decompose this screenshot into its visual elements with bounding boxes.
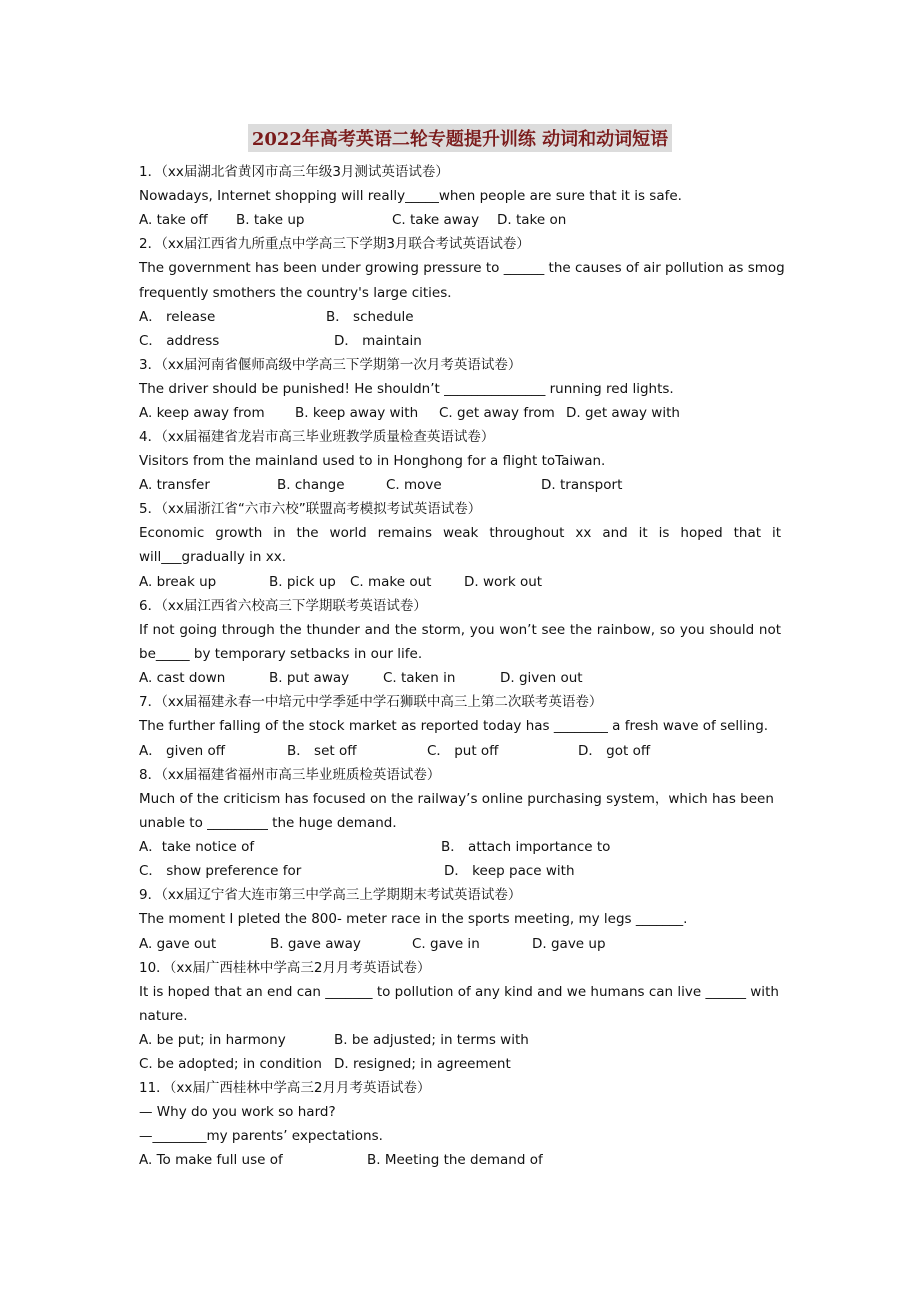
question-stem: The further falling of the stock market as reported today has ________ a fresh wave of selling. bbox=[139, 718, 769, 734]
option-d: D. transport bbox=[541, 477, 623, 493]
option-c: C． show preference for bbox=[139, 863, 302, 879]
question-source: 1．（xx届湖北省黄冈市高三年级3月测试英语试卷） bbox=[139, 164, 449, 180]
question-source: 4．（xx届福建省龙岩市高三毕业班教学质量检查英语试卷） bbox=[139, 429, 495, 445]
option-a: A. transfer bbox=[139, 477, 210, 493]
option-d: D. work out bbox=[464, 574, 543, 590]
option-d: D． got off bbox=[578, 743, 651, 759]
question-stem: be_____ by temporary setbacks in our life. bbox=[139, 646, 423, 662]
question-source: 2．（xx届江西省九所重点中学高三下学期3月联合考试英语试卷） bbox=[139, 236, 530, 252]
option-a: A. gave out bbox=[139, 936, 217, 952]
question-stem: —________my parents’ expectations. bbox=[139, 1128, 383, 1144]
option-b: B. Meeting the demand of bbox=[367, 1152, 543, 1168]
option-b: B. change bbox=[277, 477, 345, 493]
question-stem: — Why do you work so hard? bbox=[139, 1104, 336, 1120]
question-stem: The driver should be punished! He shouldn’t _______________ running red lights. bbox=[139, 381, 674, 397]
option-c: C. be adopted; in condition bbox=[139, 1056, 322, 1072]
question-source: 9．（xx届辽宁省大连市第三中学高三上学期期末考试英语试卷） bbox=[139, 887, 522, 903]
option-a: A． given off bbox=[139, 743, 226, 759]
option-b: B. be adjusted; in terms with bbox=[334, 1032, 529, 1048]
option-c: C． address bbox=[139, 333, 220, 349]
option-d: D. take on bbox=[497, 212, 567, 228]
option-a: A. break up bbox=[139, 574, 217, 590]
question-stem: Visitors from the mainland used to in Honghong for a flight toTaiwan. bbox=[139, 453, 606, 469]
option-a: A. To make full use of bbox=[139, 1152, 283, 1168]
option-c: C. move bbox=[386, 477, 442, 493]
question-stem: It is hoped that an end can _______ to pollution of any kind and we humans can live ______ with bbox=[139, 984, 779, 1000]
option-a: A. take off bbox=[139, 212, 208, 228]
option-d: D. resigned; in agreement bbox=[334, 1056, 511, 1072]
question-stem: will___gradually in xx. bbox=[139, 549, 286, 565]
question-source: 5．（xx届浙江省“六市六校”联盟高考模拟考试英语试卷） bbox=[139, 501, 482, 517]
option-c: C. taken in bbox=[383, 670, 456, 686]
option-b: B． set off bbox=[287, 743, 357, 759]
option-d: D. get away with bbox=[566, 405, 680, 421]
option-a: A. be put; in harmony bbox=[139, 1032, 286, 1048]
option-d: D. gave up bbox=[532, 936, 606, 952]
option-d: D. given out bbox=[500, 670, 583, 686]
question-stem: Nowadays, Internet shopping will really_____when people are sure that it is safe. bbox=[139, 188, 682, 204]
question-source: 11．（xx届广西桂林中学高三2月月考英语试卷） bbox=[139, 1080, 431, 1096]
question-source: 7．（xx届福建永春一中培元中学季延中学石狮联中高三上第二次联考英语卷） bbox=[139, 694, 603, 710]
option-d: D． keep pace with bbox=[444, 863, 575, 879]
option-a: A. keep away from bbox=[139, 405, 265, 421]
question-source: 10．（xx届广西桂林中学高三2月月考英语试卷） bbox=[139, 960, 431, 976]
option-c: C. make out bbox=[350, 574, 432, 590]
option-c: C. gave in bbox=[412, 936, 480, 952]
question-stem: If not going through the thunder and the storm, you won’t see the rainbow, so you should not bbox=[139, 622, 781, 638]
option-b: B． attach importance to bbox=[441, 839, 611, 855]
question-stem: Much of the criticism has focused on the railway’s online purchasing system，which has been bbox=[139, 791, 774, 807]
question-stem: Economic growth in the world remains weak throughout xx and it is hoped that it bbox=[139, 525, 781, 541]
document-title-wrap bbox=[0, 124, 920, 152]
question-source: 3．（xx届河南省偃师高级中学高三下学期第一次月考英语试卷） bbox=[139, 357, 522, 373]
question-stem: nature. bbox=[139, 1008, 188, 1024]
option-b: B． schedule bbox=[326, 309, 414, 325]
document-title: 2022年高考英语二轮专题提升训练 动词和动词短语 bbox=[248, 124, 672, 152]
option-a: A．take notice of bbox=[139, 839, 255, 855]
question-stem: unable to _________ the huge demand． bbox=[139, 815, 406, 831]
option-b: B. keep away with bbox=[295, 405, 419, 421]
option-a: A. cast down bbox=[139, 670, 226, 686]
option-d: D． maintain bbox=[334, 333, 422, 349]
option-b: B. put away bbox=[269, 670, 350, 686]
option-c: C． put off bbox=[427, 743, 499, 759]
option-b: B. gave away bbox=[270, 936, 361, 952]
option-c: C. take away bbox=[392, 212, 480, 228]
question-stem: The moment I pleted the 800- meter race in the sports meeting, my legs _______. bbox=[139, 911, 688, 927]
question-stem: frequently smothers the country's large cities． bbox=[139, 285, 461, 301]
question-source: 6．（xx届江西省六校高三下学期联考英语试卷） bbox=[139, 598, 427, 614]
option-b: B. pick up bbox=[269, 574, 336, 590]
question-stem: The government has been under growing pressure to ______ the causes of air pollution as smog bbox=[139, 260, 785, 276]
option-a: A． release bbox=[139, 309, 216, 325]
option-c: C. get away from bbox=[439, 405, 555, 421]
option-b: B. take up bbox=[236, 212, 305, 228]
question-source: 8．（xx届福建省福州市高三毕业班质检英语试卷） bbox=[139, 767, 441, 783]
